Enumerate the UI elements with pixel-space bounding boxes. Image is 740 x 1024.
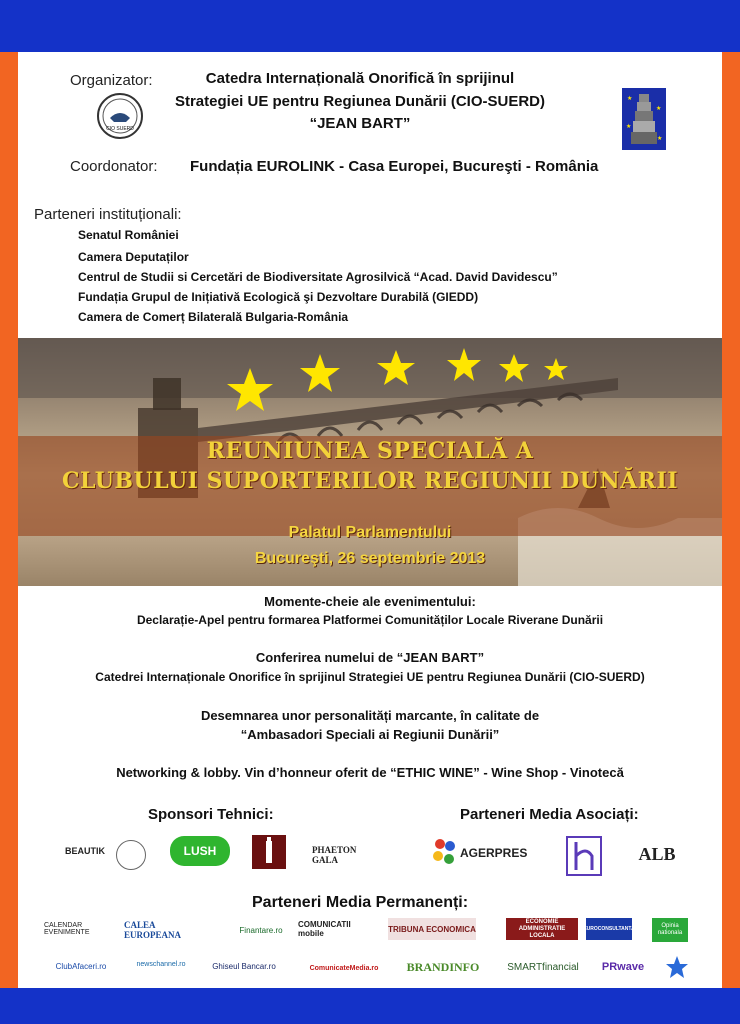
program-line-6: Networking & lobby. Vin d’honneur oferit de “ETHIC WINE” - Wine Shop - Vinotecă (116, 765, 624, 780)
beautik-logo: BEAUTIK (65, 846, 105, 856)
agerpres-logo: AGERPRES (460, 846, 528, 860)
program-line-3: Catedrei Internaționale Onorifice în sprijinul Strategiei UE pentru Regiunea Dunării (CIO-SUERD) (95, 670, 645, 684)
agerpres-icon (432, 838, 458, 866)
calendar-evenimente-logo: CALENDAR EVENIMENTE (44, 922, 90, 936)
star-emblem-logo (664, 954, 690, 980)
organizer-label: Organizator: (70, 72, 153, 89)
star-icon (377, 350, 415, 385)
partner-item: Fundația Grupul de Inițiativă Ecologică şi Dezvoltare Durabilă (GIEDD) (78, 290, 479, 304)
comunicatii-mobile-logo: COMUNICATII mobile (298, 920, 351, 938)
organizer-line-1: Catedra Internațională Onorifică în sprijinul (205, 70, 515, 87)
program-line-4: Desemnarea unor personalități marcante, în calitate de (200, 708, 540, 723)
media-partners-heading: Parteneri Media Asociați: (460, 806, 639, 823)
alb-logo: ALB (638, 843, 676, 864)
svg-text:★: ★ (626, 123, 632, 130)
partner-item: Camera Deputaților (78, 250, 189, 264)
event-date: Bucureşti, 26 septembrie 2013 (254, 550, 486, 567)
tribuna-economica-logo: TRIBUNA ECONOMICA (388, 918, 476, 940)
star-icon (447, 348, 481, 381)
finantare-logo: Finantare.ro (239, 925, 283, 935)
tower-emblem-logo (622, 88, 666, 150)
wine-shop-logo (252, 835, 286, 869)
event-venue: Palatul Parlamentului (288, 524, 452, 541)
tvh-logo (566, 836, 602, 876)
cio-seal-text: CIO SUERD (106, 126, 134, 132)
prwave-logo: PRwave (601, 961, 645, 973)
partner-item: Camera de Comerț Bilaterală Bulgaria-România (78, 310, 349, 324)
banner-title-line-1: REUNIUNEA SPECIALĂ A (206, 438, 534, 464)
permanent-media-heading: Parteneri Media Permanenți: (252, 894, 469, 911)
bottom-blue-band (0, 988, 740, 1024)
brandinfo-logo: BRANDINFO (406, 959, 480, 974)
coordinator-value: Fundația EUROLINK - Casa Europei, Bucureşti - România (190, 158, 599, 175)
opinia-nationala-logo: Opinia nationala (652, 918, 688, 942)
cio-seal-logo (96, 92, 144, 140)
program-line-1: Declarație-Apel pentru formarea Platformei Comunităților Locale Riverane Dunării (136, 613, 604, 627)
economie-administratie-logo: ECONOMIE ADMINISTRATIE LOCALA (506, 918, 578, 940)
left-orange-border (0, 52, 18, 988)
clubafaceri-logo: ClubAfaceri.ro (55, 961, 107, 971)
organizer-line-2: Strategiei UE pentru Regiunea Dunării (CIO-SUERD) (174, 93, 546, 110)
phaeton-gala-logo: PHAETON GALA (312, 845, 357, 865)
round-seal-logo (116, 840, 146, 870)
star-icon (544, 358, 568, 380)
event-banner (18, 338, 722, 586)
calea-europeana-logo: CALEA EUROPEANA (124, 920, 182, 940)
star-icon (300, 354, 340, 392)
star-icon (499, 354, 529, 382)
eu-stars (18, 338, 722, 418)
euroconsultanta-logo: EUROCONSULTANTA (586, 918, 632, 940)
comunicate-media-logo: ComunicateMedia.ro (309, 964, 379, 972)
coordinator-label: Coordonator: (70, 158, 158, 175)
lush-logo: LUSH (170, 836, 230, 866)
svg-text:★: ★ (657, 135, 663, 142)
right-orange-border (722, 52, 740, 988)
partners-heading: Parteneri instituționali: (34, 206, 182, 223)
star-icon (227, 368, 273, 411)
partner-item: Senatul României (78, 228, 179, 242)
program-line-5: “Ambasadori Speciali ai Regiunii Dunării” (240, 727, 500, 742)
ghiseul-bancar-logo: Ghiseul Bancar.ro (212, 961, 276, 971)
program-line-2: Conferirea numelui de “JEAN BART” (255, 650, 485, 665)
partner-item: Centrul de Studii si Cercetări de Biodiversitate Agrosilvică “Acad. David Davidescu” (78, 270, 558, 284)
newschannel-logo: newschannel.ro (136, 960, 186, 968)
organizer-line-3: “JEAN BART” (309, 115, 411, 132)
top-blue-band (0, 0, 740, 52)
program-heading: Momente-cheie ale evenimentului: (264, 594, 476, 609)
smartfinancial-logo: SMARTfinancial (507, 961, 579, 973)
banner-title-line-2: CLUBULUI SUPORTERILOR REGIUNII DUNĂRII (61, 468, 679, 494)
svg-text:★: ★ (627, 95, 633, 102)
tech-sponsors-heading: Sponsori Tehnici: (148, 806, 274, 823)
svg-text:★: ★ (656, 105, 662, 112)
